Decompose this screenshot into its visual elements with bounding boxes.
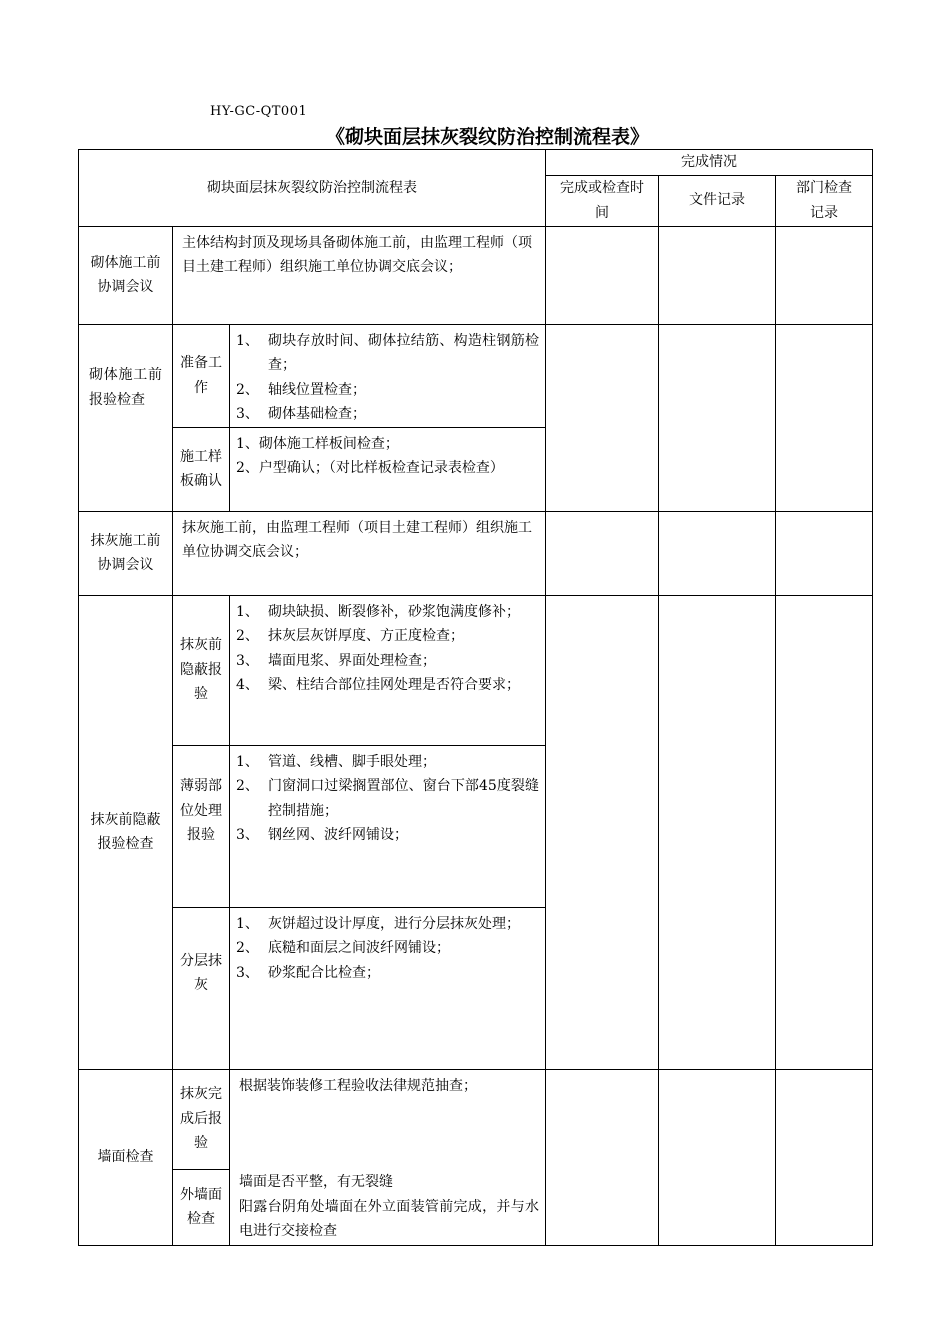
row-label: 抹灰施工前协调会议: [79, 511, 173, 595]
cell-time[interactable]: [546, 324, 659, 511]
document-title: 《砌块面层抹灰裂纹防治控制流程表》: [326, 126, 650, 148]
cell-time[interactable]: [546, 595, 659, 1069]
row-label: 墙面检查: [79, 1069, 173, 1245]
list-item: 2、户型确认；（对比样板检查记录表检查）: [236, 460, 504, 476]
sub-label: 抹灰前隐蔽报验: [173, 595, 230, 745]
table-row: [79, 1069, 873, 1169]
sub-label: 薄弱部位处理报验: [173, 745, 230, 907]
item-list: [230, 324, 546, 427]
table-row: [79, 324, 873, 427]
list-item: 墙面是否平整，有无裂缝: [239, 1174, 393, 1190]
list-item: 2、 轴线位置检查；: [236, 381, 366, 398]
list-item: 3、 砌体基础检查；: [236, 406, 366, 422]
row-content: [230, 1169, 546, 1245]
cell-docs[interactable]: [659, 324, 776, 511]
sub-label: 抹灰完成后报验: [173, 1069, 230, 1169]
cell-dept[interactable]: [776, 595, 873, 1069]
cell-time[interactable]: [546, 226, 659, 324]
list-item: 1、砌体施工样板间检查；: [236, 435, 399, 452]
cell-docs[interactable]: [659, 226, 776, 324]
col-time-header: 完成或检查时间: [546, 175, 659, 226]
row-content: 根据装饰装修工程验收法律规范抽查；: [230, 1069, 546, 1169]
list-item: 1、 管道、线槽、脚手眼处理；: [236, 753, 436, 770]
list-item: 2、 门窗洞口过梁搁置部位、窗台下部45度裂缝控制措施；: [236, 778, 540, 819]
col-dept-header: 部门检查记录: [776, 175, 873, 226]
list-item: 1、 砌块存放时间、砌体拉结筋、构造柱钢筋检查；: [236, 332, 540, 373]
cell-docs[interactable]: [659, 1069, 776, 1245]
cell-dept[interactable]: [776, 226, 873, 324]
cell-time[interactable]: [546, 511, 659, 595]
row-content: 抹灰施工前，由监理工程师（项目土建工程师）组织施工单位协调交底会议；: [173, 511, 546, 595]
sub-label: 准备工作: [173, 324, 230, 427]
sub-label: 分层抹灰: [173, 907, 230, 1069]
table-head-label: 砌块面层抹灰裂纹防治控制流程表: [79, 150, 546, 227]
item-list: [230, 745, 546, 907]
col-docs-header: 文件记录: [659, 175, 776, 226]
list-item: 1、 灰饼超过设计厚度，进行分层抹灰处理；: [236, 915, 520, 932]
control-flow-table: [78, 149, 873, 1246]
table-row: [79, 595, 873, 745]
completion-header: 完成情况: [546, 150, 873, 176]
list-item: 2、 抹灰层灰饼厚度、方正度检查；: [236, 628, 464, 644]
row-content: 主体结构封顶及现场具备砌体施工前，由监理工程师（项目土建工程师）组织施工单位协调交底会议；: [173, 226, 546, 324]
document-code: HY-GC-QT001: [210, 104, 308, 119]
cell-dept[interactable]: [776, 511, 873, 595]
cell-dept[interactable]: [776, 1069, 873, 1245]
item-list: [230, 427, 546, 511]
list-item: 3、 钢丝网、波纤网铺设；: [236, 827, 408, 843]
sub-label: 施工样板确认: [173, 427, 230, 511]
cell-docs[interactable]: [659, 595, 776, 1069]
table-row: [79, 511, 873, 595]
row-label: 砌体施工前协调会议: [79, 226, 173, 324]
cell-dept[interactable]: [776, 324, 873, 511]
cell-docs[interactable]: [659, 511, 776, 595]
cell-time[interactable]: [546, 1069, 659, 1245]
list-item: 1、 砌块缺损、断裂修补，砂浆饱满度修补；: [236, 603, 520, 620]
list-item: 阳露台阴角处墙面在外立面装管前完成，并与水电进行交接检查: [239, 1198, 540, 1239]
list-item: 3、 墙面甩浆、界面处理检查；: [236, 652, 436, 669]
list-item: 2、 底糙和面层之间波纤网铺设；: [236, 940, 450, 956]
list-item: 4、 梁、柱结合部位挂网处理是否符合要求；: [236, 677, 520, 693]
list-item: 3、 砂浆配合比检查；: [236, 964, 380, 981]
row-label: 砌体施工前报验检查: [79, 324, 173, 511]
item-list: [230, 907, 546, 1069]
table-row: [79, 226, 873, 324]
row-label: 抹灰前隐蔽报验检查: [79, 595, 173, 1069]
item-list: [230, 595, 546, 745]
sub-label: 外墙面检查: [173, 1169, 230, 1245]
